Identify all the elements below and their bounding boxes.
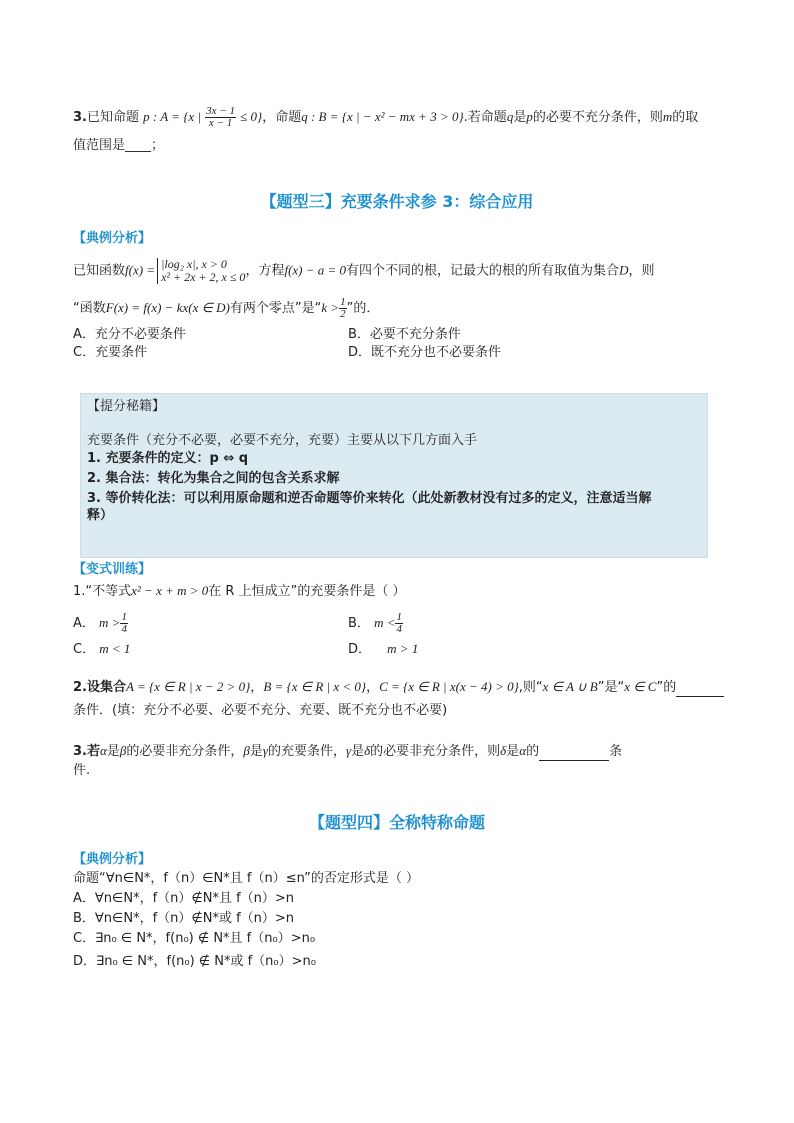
quarter-fraction-a: $\frac{1}{4}$	[121, 611, 127, 635]
section3-option-c: C．充要条件	[73, 345, 148, 360]
quarter-fraction-b: $\frac{1}{4}$	[396, 611, 402, 635]
section3-option-b: B．必要不充分条件	[348, 327, 461, 342]
variant-q3-line1: 3.若α是β的必要非充分条件，β是γ的充要条件，γ是δ的必要非充分条件，则δ是α的 条	[73, 743, 623, 759]
section3-option-d: D．既不充分也不必要条件	[348, 345, 502, 360]
variant-q2-line1: 2.设集合A = {x ∈ R | x − 2 > 0}，B = {x ∈ R | x < 0}，C = {x ∈ R | x(x − 4) > 0},则“x ∈ A ∪ B”是“x ∈ C”的	[73, 678, 724, 697]
variant-label: 【变式训练】	[73, 562, 152, 577]
half-fraction: $\frac{1}{2}$	[340, 296, 346, 320]
variant-q1-option-c: C． m < 1	[73, 641, 131, 657]
tip-box-item3a: 3. 等价转化法：可以利用原命题和逆否命题等价来转化（此处新教材没有过多的定义，注意适当解	[87, 491, 652, 506]
tip-box-title: 【提分秘籍】	[87, 399, 166, 414]
section3-example-line2: “函数F(x) = f(x) − kx(x ∈ D)有两个零点”是“k > $\frac{1}{2}$ ”的．	[73, 296, 380, 320]
tip-box-item2: 2. 集合法：转化为集合之间的包含关系求解	[87, 471, 340, 486]
section3-title: 【题型三】充要条件求参 3：综合应用	[260, 192, 534, 211]
variant-q1-option-d: D． m > 1	[348, 641, 419, 657]
variant-q1-option-b: B． m < $\frac{1}{4}$	[348, 611, 402, 635]
section4-option-d: D．∃n₀ ∈ N*，f(n₀) ∉ N*或 f（n₀）>n₀	[73, 954, 316, 969]
variant-q1-stem: 1.“不等式x² − x + m > 0在 R 上恒成立”的充要条件是（ ）	[73, 583, 406, 599]
q3-top-line1: 3.已知命题 p : A = {x | $\frac{3x - 1}{x - 1}$ ≤ 0}，命题q : B = {x | − x² − mx + 3 > 0}.若命题q是p的必要不充分条件，则m的取	[73, 105, 699, 129]
section3-example-line1: 已知函数f(x) = |log₂ x|, x > 0 x² + 2x + 2, x ≤ 0 ，方程f(x) − a = 0有四个不同的根，记最大的根的所有取值为集合D，则	[73, 257, 655, 284]
tip-box-intro: 充要条件（充分不必要，必要不充分，充要）主要从以下几方面入手	[87, 433, 478, 448]
variant-q2-line2: 条件．(填：充分不必要、必要不充分、充要、既不充分也不必要)	[73, 703, 448, 718]
section4-option-a: A．∀n∈N*，f（n）∉N*且 f（n）>n	[73, 891, 295, 906]
section4-example-label: 【典例分析】	[73, 852, 152, 867]
section4-title: 【题型四】全称特称命题	[308, 813, 485, 832]
q3-set-fraction: $\frac{3x - 1}{x - 1}$	[206, 105, 235, 129]
variant-q3-line2: 件.	[73, 763, 91, 778]
answer-blank[interactable]	[539, 746, 609, 761]
piecewise-function: |log₂ x|, x > 0 x² + 2x + 2, x ≤ 0	[157, 258, 245, 284]
section4-stem: 命题“∀n∈N*，f（n）∈N*且 f（n）≤n”的否定形式是（ ）	[73, 871, 420, 886]
tip-box-item1: 1. 充要条件的定义：p ⇔ q	[87, 451, 249, 466]
tip-box-item3b: 释）	[87, 508, 114, 523]
answer-blank[interactable]	[676, 682, 724, 697]
q3-top-line2: 值范围是____；	[73, 138, 165, 153]
section3-option-a: A．充分不必要条件	[73, 327, 186, 342]
variant-q1-option-a: A． m > $\frac{1}{4}$	[73, 611, 127, 635]
section3-example-label: 【典例分析】	[73, 231, 152, 246]
section4-option-b: B．∀n∈N*，f（n）∉N*或 f（n）>n	[73, 911, 295, 926]
section4-option-c: C．∃n₀ ∈ N*，f(n₀) ∉ N*且 f（n₀）>n₀	[73, 931, 316, 946]
